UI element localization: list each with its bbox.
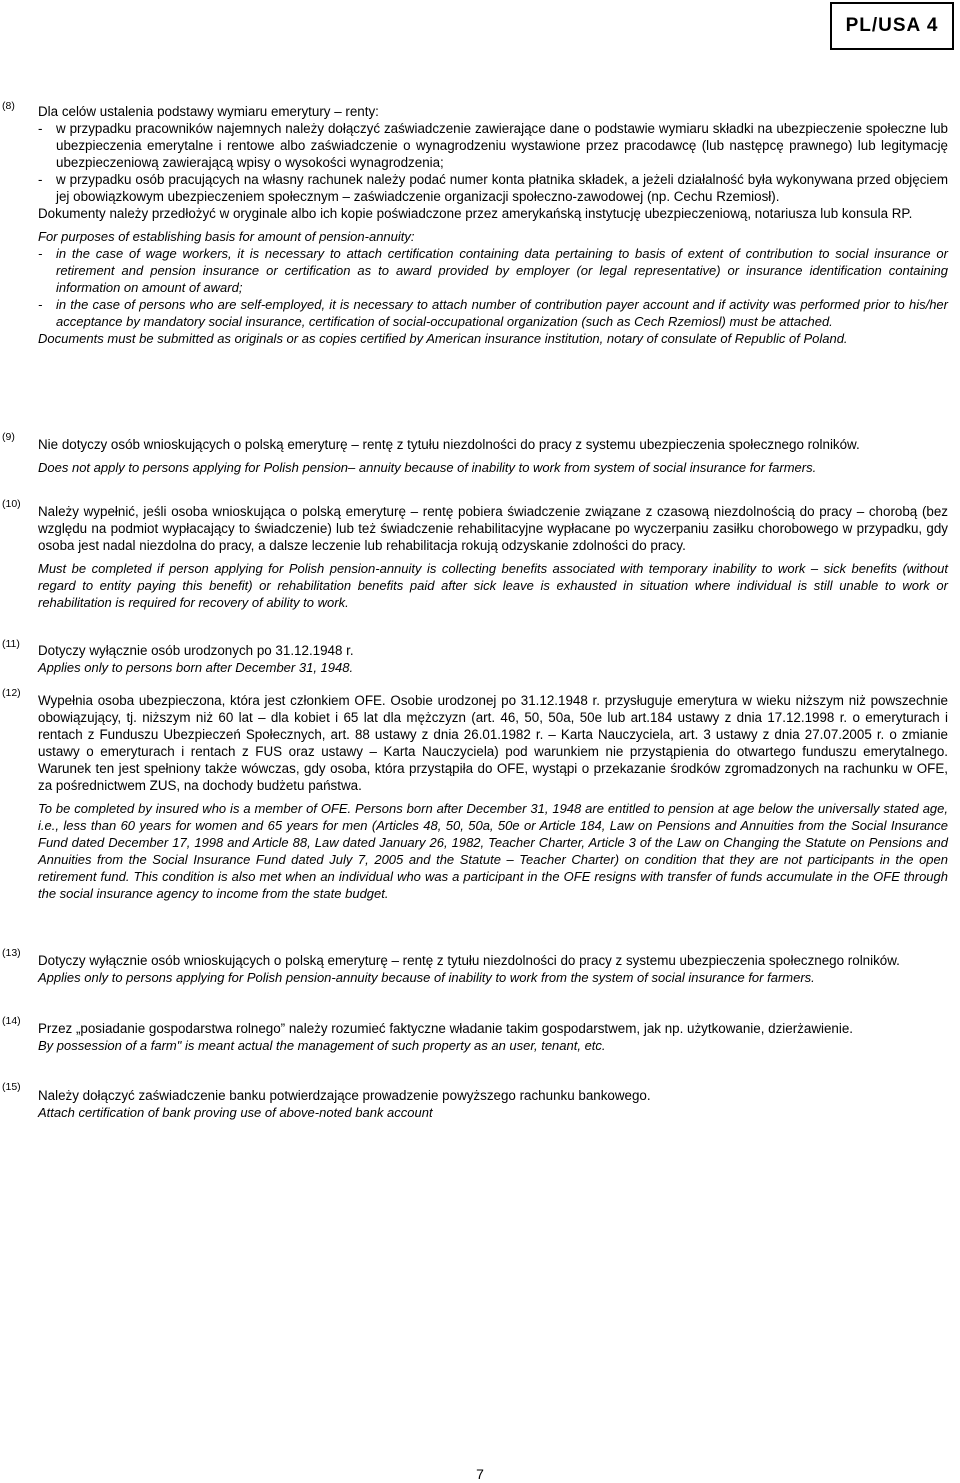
note-13 bbox=[38, 952, 948, 986]
note-9-en: Does not apply to persons applying for Polish pension– annuity because of inability to work from system of social insurance for farmers. bbox=[38, 460, 817, 475]
note-13-pl: Dotyczy wyłącznie osób wnioskujących o polską emeryturę – rentę z tytułu niezdolności do pracy z systemu ubezpieczenia społecznego rolników. bbox=[38, 953, 900, 968]
note-8-en-item-text: in the case of wage workers, it is necessary to attach certification containing data pertaining to basis of extent of contribution to social insurance or retirement and pension insurance or certification as to award provided by employer (or legal representative) or insurance identification containing information on amount of award; bbox=[56, 246, 948, 295]
note-8-pl-intro: Dla celów ustalenia podstawy wymiaru emerytury – renty: bbox=[38, 104, 379, 119]
note-8-en-outro: Documents must be submitted as originals or as copies certified by American insurance institution, notary of consulate of Republic of Poland. bbox=[38, 331, 848, 346]
note-8-pl-item bbox=[38, 120, 948, 171]
note-8-pl-item-text: w przypadku pracowników najemnych należy dołączyć zaświadczenie zawierające dane o podstawie wymiaru składki na ubezpieczenie społeczne lub ubezpieczenia emerytalne i rentowe albo zaświadczenie o wynagrodzeniu wystawione przez pracodawcę (lub następcę prawnego) lub legitymację ubezpieczeniową zawierającą wpisy o wysokości wynagrodzenia; bbox=[56, 121, 948, 170]
note-number-15: (15) bbox=[2, 1081, 21, 1093]
note-9-pl: Nie dotyczy osób wnioskujących o polską emeryturę – rentę z tytułu niezdolności do pracy z systemu ubezpieczenia społecznego rolników. bbox=[38, 437, 860, 452]
note-10 bbox=[38, 503, 948, 611]
note-12 bbox=[38, 692, 948, 902]
note-8-pl-outro: Dokumenty należy przedłożyć w oryginale albo ich kopie poświadczone przez amerykańską instytucję ubezpieczeniową, notariusza lub konsula RP. bbox=[38, 206, 913, 221]
note-8-pl-item-text: w przypadku osób pracujących na własny rachunek należy podać numer konta płatnika składek, a jeżeli działalność była wykonywana przed objęciem jej obowiązkowym ubezpieczeniem społecznym – zaświadczenie organizacji społeczno-zawodowej (np. Cechu Rzemiosł). bbox=[56, 172, 948, 204]
page-number: 7 bbox=[476, 1466, 484, 1482]
note-11-pl: Dotyczy wyłącznie osób urodzonych po 31.12.1948 r. bbox=[38, 643, 354, 658]
note-8-pl-item bbox=[38, 171, 948, 205]
note-10-pl: Należy wypełnić, jeśli osoba wnioskująca o polską emeryturę – rentę pobiera świadczenie związane z czasową niezdolnością do pracy – chorobą (bez względu na podmiot wypłacający to świadczenie) lub też świadczenie rehabilitacyjne wypłacane po wyczerpaniu zasiłku chorobowego w przypadku, gdy osoba jest nadal niezdolna do pracy, a dalsze leczenie lub rehabilitacja rokują odzyskanie zdolności do pracy. bbox=[38, 504, 948, 553]
note-12-en: To be completed by insured who is a member of OFE. Persons born after December 31, 1948 are entitled to pension at age below the universally stated age, i.e., less than 60 years for women and 65 years for men (Articles 48, 50, 50a, 50e or Article 184, Law on Pensions and Annuities from the Social Insurance Fund dated December 17, 1998 and Article 88, Law dated January 26, 1982, Teacher Charter, Article 3 of the Law on Changing the Statute on Pensions and Annuities from the Social Insurance Fund dated July 7, 2005 and the Statute – Teacher Charter) on condition that they are not participants in the open retirement fund. This condition is also met when an individual who was a participant in the OFE resigns with transfer of funds accumulate in the OFE through the social insurance agency to income from the state budget. bbox=[38, 801, 948, 901]
note-number-11: (11) bbox=[2, 638, 20, 650]
dash-marker: - bbox=[38, 121, 43, 136]
note-number-10: (10) bbox=[2, 498, 21, 510]
note-15-en: Attach certification of bank proving use of above-noted bank account bbox=[38, 1105, 433, 1120]
note-14-en: By possession of a farm" is meant actual the management of such property as an user, tenant, etc. bbox=[38, 1038, 606, 1053]
note-number-14: (14) bbox=[2, 1015, 21, 1027]
dash-marker: - bbox=[38, 297, 43, 312]
note-11 bbox=[38, 642, 948, 676]
note-8-en-item bbox=[38, 296, 948, 330]
note-15 bbox=[38, 1087, 948, 1121]
note-number-12: (12) bbox=[2, 687, 21, 699]
dash-marker: - bbox=[38, 246, 43, 261]
note-number-9: (9) bbox=[2, 431, 15, 443]
note-14-pl: Przez „posiadanie gospodarstwa rolnego” należy rozumieć faktyczne władanie takim gospodarstwem, jak np. użytkowanie, dzierżawienie. bbox=[38, 1021, 854, 1036]
form-code-badge: PL/USA 4 bbox=[830, 2, 954, 50]
note-14 bbox=[38, 1020, 948, 1054]
note-12-pl: Wypełnia osoba ubezpieczona, która jest członkiem OFE. Osobie urodzonej po 31.12.1948 r. przysługuje emerytura w wieku niższym niż powszechnie obowiązujący, tj. niższym niż 60 lat – dla kobiet i 65 lat dla mężczyzn (art. 46, 50, 50a, 50e lub art.184 ustawy z dnia 17.12.1998 r. o emeryturach i rentach z Funduszu Ubezpieczeń Społecznych, art. 88 ustawy z dnia 26.01.1982 r. – Karta Nauczyciela, art. 3 ustawy z dnia 27.07.2005 r. o zmianie ustawy o emeryturach i rentach z FUS oraz ustawy – Karta Nauczyciela) pod warunkiem nie przystąpienia do otwartego funduszu emerytalnego. Warunek ten jest spełniony także wówczas, gdy osoba, która przystąpiła do OFE, wystąpi o przekazanie środków zgromadzonych na rachunku w OFE, za pośrednictwem ZUS, na dochody budżetu państwa. bbox=[38, 693, 948, 793]
dash-marker: - bbox=[38, 172, 43, 187]
note-9 bbox=[38, 436, 948, 476]
note-10-en: Must be completed if person applying for Polish pension-annuity is collecting benefits associated with temporary inability to work – sick benefits (without regard to entity paying this benefit) or rehabilitation benefits paid after sick leave is exhausted in situation where individual is still unable to work or rehabilitation is required for recovery of ability to work. bbox=[38, 561, 948, 610]
note-11-en: Applies only to persons born after December 31, 1948. bbox=[38, 660, 354, 675]
note-8-en-intro: For purposes of establishing basis for amount of pension-annuity: bbox=[38, 229, 415, 244]
note-number-8: (8) bbox=[2, 100, 15, 112]
note-8 bbox=[38, 103, 948, 347]
note-8-en-item-text: in the case of persons who are self-employed, it is necessary to attach number of contribution payer account and if activity was performed prior to his/her acceptance by mandatory social insurance, certification of social-occupational organization (such as Cech Rzemiosl) must be attached. bbox=[56, 297, 948, 329]
note-15-pl: Należy dołączyć zaświadczenie banku potwierdzające prowadzenie powyższego rachunku bankowego. bbox=[38, 1088, 651, 1103]
note-8-en-item bbox=[38, 245, 948, 296]
note-number-13: (13) bbox=[2, 947, 21, 959]
note-13-en: Applies only to persons applying for Polish pension-annuity because of inability to work from the system of social insurance for farmers. bbox=[38, 970, 815, 985]
